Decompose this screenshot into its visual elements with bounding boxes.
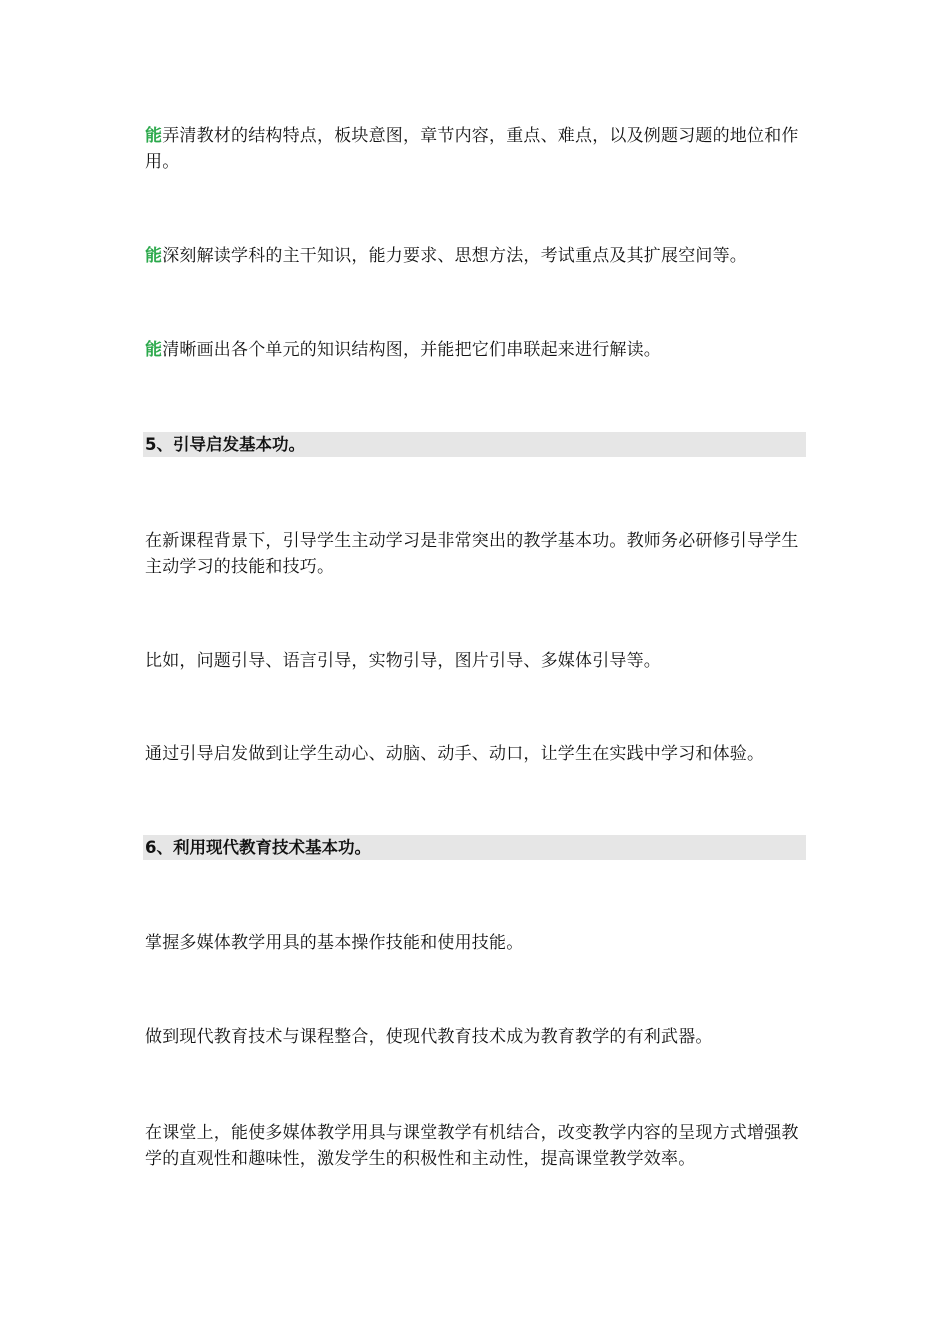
paragraph-guidance-practice: 通过引导启发做到让学生动心、动脑、动手、动口，让学生在实践中学习和体验。 [145, 744, 765, 764]
paragraph-knowledge [145, 243, 807, 269]
section-heading-5: 5、引导启发基本功。 [143, 432, 806, 457]
paragraph-text: 弄清教材的结构特点，板块意图，章节内容，重点、难点，以及例题习题的地位和作用。 [145, 126, 799, 172]
paragraph-guidance-intro: 在新课程背景下，引导学生主动学习是非常突出的教学基本功。教师务必研修引导学生主动学习的技能和技巧。 [145, 531, 799, 577]
lead-char: 能 [145, 340, 163, 360]
paragraph-text: 深刻解读学科的主干知识，能力要求、思想方法，考试重点及其扩展空间等。 [162, 246, 748, 266]
paragraph-structure [145, 123, 807, 175]
paragraph-integration: 做到现代教育技术与课程整合，使现代教育技术成为教育教学的有利武器。 [145, 1027, 713, 1047]
paragraph-diagram [145, 337, 807, 363]
paragraph-classroom: 在课堂上，能使多媒体教学用具与课堂教学有机结合，改变教学内容的呈现方式增强教学的直观性和趣味性，激发学生的积极性和主动性，提高课堂教学效率。 [145, 1123, 799, 1169]
paragraph-multimedia-skills: 掌握多媒体教学用具的基本操作技能和使用技能。 [145, 933, 524, 953]
lead-char: 能 [145, 126, 163, 146]
paragraph-text: 清晰画出各个单元的知识结构图，并能把它们串联起来进行解读。 [162, 340, 662, 360]
lead-char: 能 [145, 246, 163, 266]
section-heading-6: 6、利用现代教育技术基本功。 [143, 835, 806, 860]
paragraph-guidance-examples: 比如，问题引导、语言引导，实物引导，图片引导、多媒体引导等。 [145, 651, 661, 671]
